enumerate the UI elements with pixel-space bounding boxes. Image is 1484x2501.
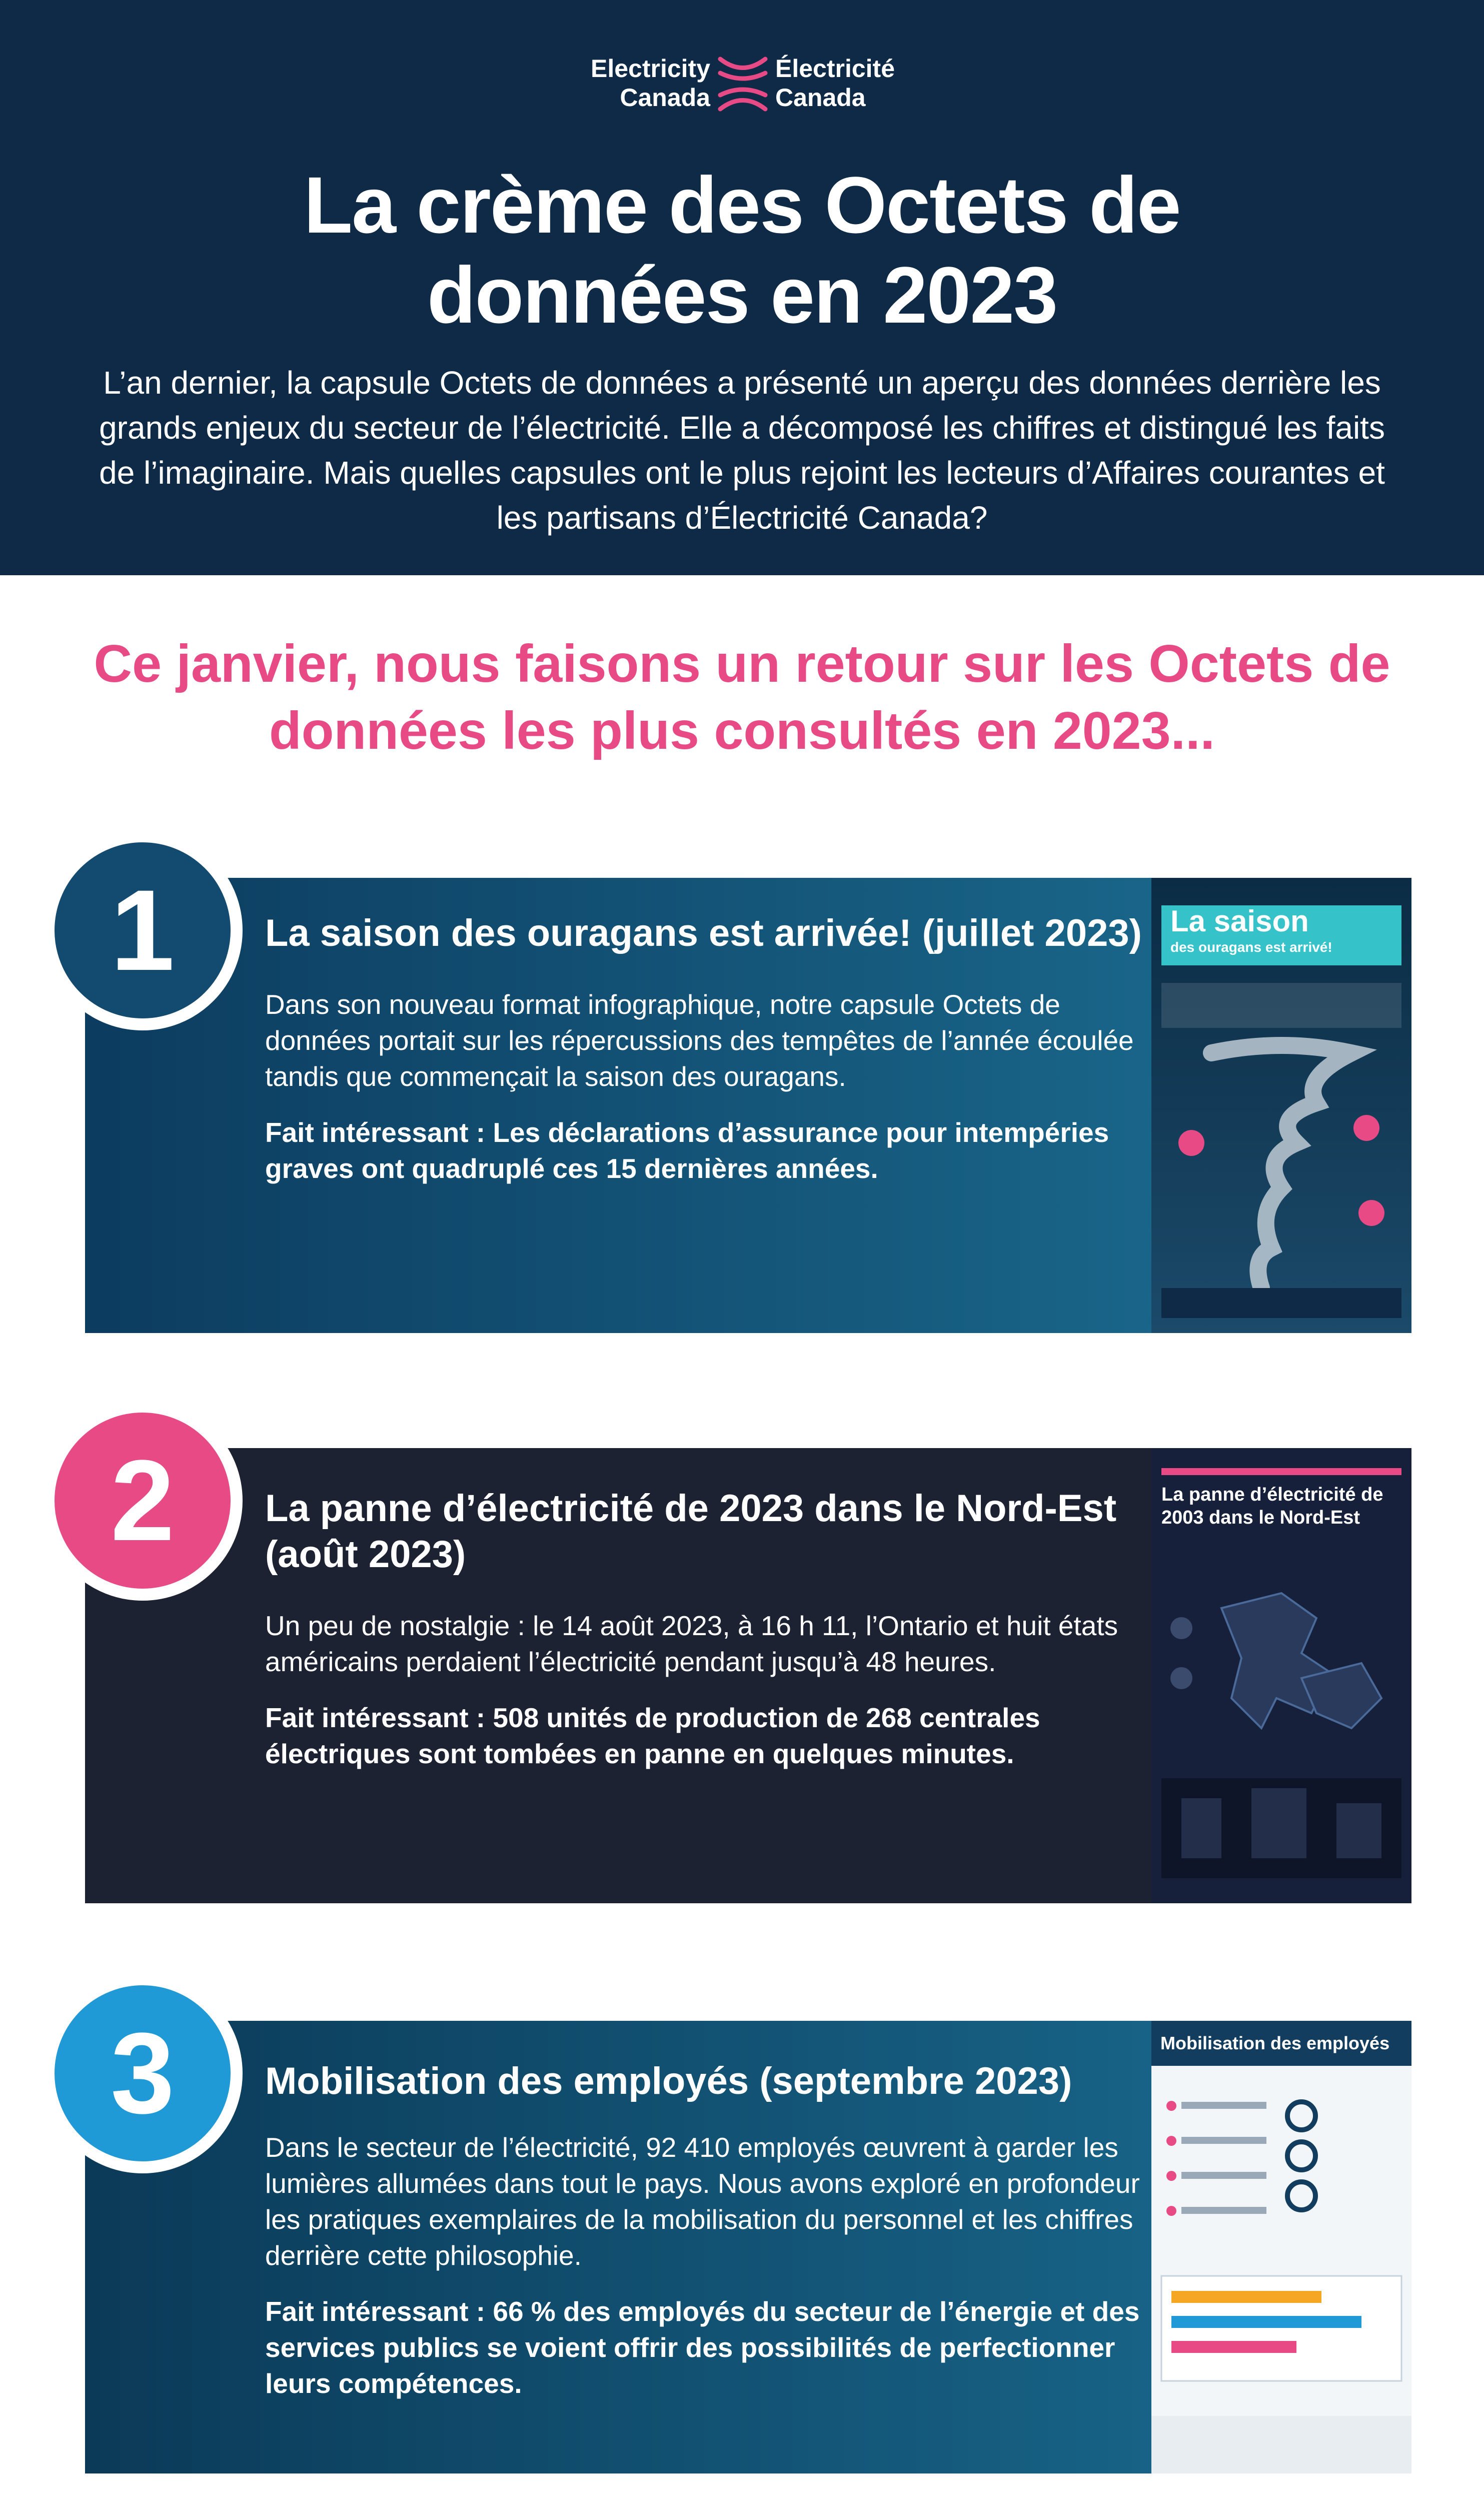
lead-heading: Ce janvier, nous faisons un retour sur les Octets de données les plus consultés en 2023...	[94, 634, 1390, 760]
hurricane-infographic-thumbnail	[1151, 878, 1411, 1333]
thumb-title: La saison	[1170, 904, 1309, 938]
logo-fr-line1: Électricité	[775, 55, 895, 83]
logo-en	[565, 54, 710, 112]
card-fact: Fait intéressant : 66 % des employés du secteur de l’énergie et des services publics se voient offrir des possibilités de perfectionner leurs compétences.	[265, 2296, 1140, 2399]
title-line2: données en 2023	[427, 250, 1057, 340]
engagement-infographic-thumbnail	[1151, 2021, 1411, 2473]
card-hurricane-season	[85, 866, 1411, 1333]
card-title: La panne d’électricité de 2023 dans le Nord-Est (août 2023)	[265, 1487, 1117, 1576]
logo-fr-line2: Canada	[775, 84, 866, 112]
card-text	[265, 2058, 1165, 2401]
logo-fr	[775, 54, 925, 112]
header	[0, 0, 1484, 575]
card-blackout-2003	[85, 1436, 1411, 1903]
thumb-title: Mobilisation des employés	[1160, 2033, 1390, 2053]
rank-badge-2: 2	[43, 1401, 243, 1601]
logo-mark-icon	[715, 54, 770, 114]
card-fact: Fait intéressant : 508 unités de production de 268 centrales électriques sont tombées en panne en quelques minutes.	[265, 1702, 1040, 1769]
thumb-header-band	[1151, 2021, 1411, 2066]
logo-en-line1: Electricity	[590, 55, 710, 83]
electricity-canada-logo	[565, 54, 925, 119]
card-body: Dans le secteur de l’électricité, 92 410 employés œuvrent à garder les lumières allumées dans tout le pays. Nous avons exploré en profondeur les pratiques exemplaires de la mobilisation du personnel et les chiffres derrière cette philosophie.	[265, 2132, 1140, 2271]
blackout-infographic-thumbnail	[1151, 1448, 1411, 1903]
hurricane-illustration	[1151, 978, 1411, 1328]
engagement-illustration	[1151, 2066, 1411, 2473]
card-text	[265, 1486, 1165, 1772]
thumb-subtitle: des ouragans est arrivé!	[1170, 939, 1332, 955]
rank-badge-3: 3	[43, 1973, 243, 2173]
page-title	[100, 160, 1384, 340]
card-text	[265, 910, 1165, 1186]
card-body: Un peu de nostalgie : le 14 août 2023, à 16 h 11, l’Ontario et huit états américains perdaient l’électricité pendant jusqu’à 48 heures.	[265, 1610, 1118, 1677]
intro-paragraph: L’an dernier, la capsule Octets de données a présenté un aperçu des données derrière les grands enjeux du secteur de l’électricité. Elle a décomposé les chiffres et distingué les faits de l’imaginaire. Mais quelles capsules ont le plus rejoint les lecteurs d’Affaires courantes et les partisans d’Électricité Canada?	[99, 365, 1385, 536]
title-line1: La crème des Octets de	[304, 160, 1180, 250]
rank-badge-1: 1	[43, 830, 243, 1030]
card-title: La saison des ouragans est arrivée! (juillet 2023)	[265, 912, 1142, 954]
thumb-header-band	[1161, 905, 1401, 965]
card-title: Mobilisation des employés (septembre 2023)	[265, 2060, 1072, 2102]
thumb-title: La panne d’électricité de 2003 dans le Nord-Est	[1161, 1484, 1383, 1528]
map-illustration	[1151, 1548, 1411, 1898]
card-body: Dans son nouveau format infographique, notre capsule Octets de données portait sur les répercussions des tempêtes de l’année écoulée tandis que commençait la saison des ouragans.	[265, 989, 1134, 1092]
logo-en-line2: Canada	[620, 84, 710, 112]
card-employee-engagement	[85, 2009, 1411, 2473]
card-fact: Fait intéressant : Les déclarations d’assurance pour intempéries graves ont quadruplé ces 15 dernières années.	[265, 1117, 1109, 1184]
thumb-accent-bar	[1161, 1468, 1401, 1475]
